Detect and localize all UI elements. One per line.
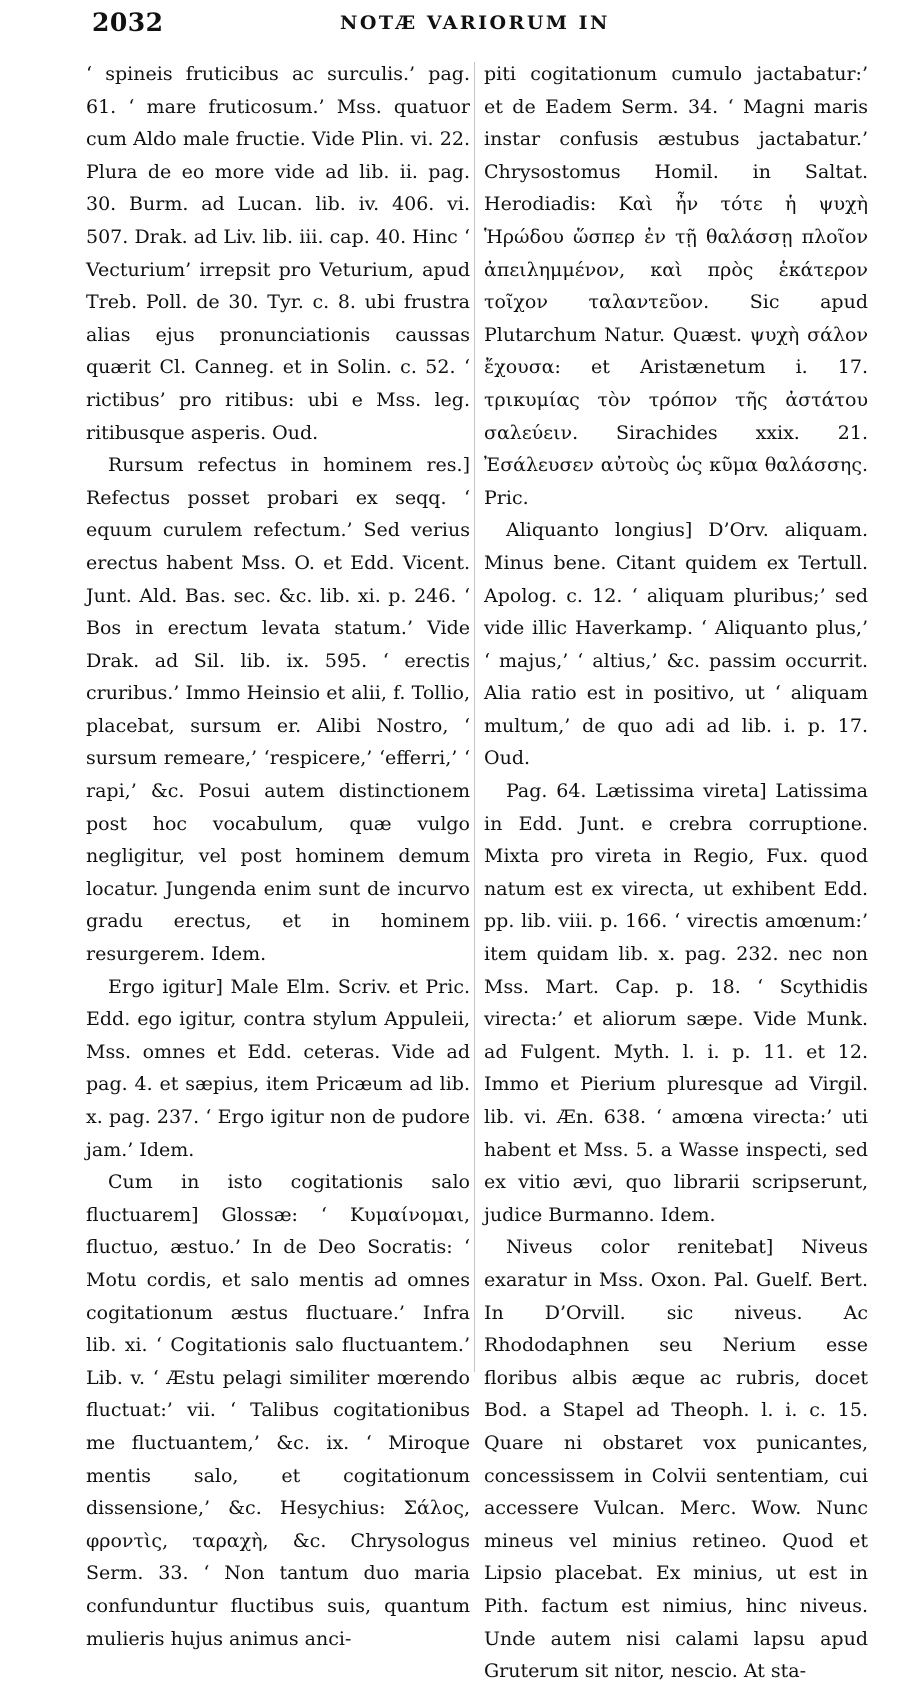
page-header xyxy=(92,8,872,42)
note-entry: Ergo igitur] Male Elm. Scriv. et Pric. Edd. ego igitur, contra stylum Appuleii, Mss. omnes et Edd. ceteras. Vide ad pag. 4. et sæpius, item Pricæum ad lib. x. pag. 237. ‘ Ergo igitur non de pudore jam.’ Idem. xyxy=(86,975,470,1161)
column-divider xyxy=(474,62,475,1372)
page-number: 2032 xyxy=(92,8,164,37)
note-entry: Cum in isto cogitationis salo fluctuarem] Glossæ: ‘ Κυμαίνομαι, fluctuo, æstuo.’ In de Deo Socratis: ‘ Motu cordis, et salo mentis ad omnes cogitationum æstus fluctuare.’ Infra lib. xi. ‘ Cogitationis salo fluctuantem.’ Lib. v. ‘ Æstu pelagi similiter mœrendo fluctuat:’ vii. ‘ Talibus cogitationibus me fluctuantem,’ &c. ix. ‘ Miroque mentis salo, et cogitationum dissensione,’ &c. Hesychius: Σάλος, φροντὶς, ταραχὴ, &c. Chrysologus Serm. 33. ‘ Non tantum duo maria confunduntur fluctibus suis, quantum mulieris hujus animus anci- xyxy=(86,1171,470,1650)
note-entry: Pag. 64. Lætissima vireta] Latissima in Edd. Junt. e crebra corruptione. Mixta pro vireta in Regio, Fux. quod natum est ex virecta, ut exhibent Edd. pp. lib. viii. p. 166. ‘ virectis amœnum:’ item quidam lib. x. pag. 232. nec non Mss. Mart. Cap. p. 18. ‘ Scythidis virecta:’ et aliorum sæpe. Vide Munk. ad Fulgent. Myth. l. i. p. 11. et 12. Immo et Pierium pluresque ad Virgil. lib. vi. Æn. 638. ‘ amœna virecta:’ uti habent et Mss. 5. a Wasse inspecti, sed ex vitio ævi, quo librarii scripserunt, judice Burmanno. Idem. xyxy=(484,780,868,1226)
note-entry: Aliquanto longius] D’Orv. aliquam. Minus bene. Citant quidem ex Tertull. Apolog. c. 12. ‘ aliquam pluribus;’ sed vide illic Haverkamp. ‘ Aliquanto plus,’ ‘ majus,’ ‘ altius,’ &c. passim occurrit. Alia ratio est in positivo, ut ‘ aliquam multum,’ de quo adi ad lib. i. p. 17. Oud. xyxy=(484,519,868,770)
note-entry: Rursum refectus in hominem res.] Refectus posset probari ex seqq. ‘ equum curulem refectum.’ Sed verius erectus habent Mss. O. et Edd. Vicent. Junt. Ald. Bas. sec. &c. lib. xi. p. 246. ‘ Bos in erectum levata statum.’ Vide Drak. ad Sil. lib. ix. 595. ‘ erectis cruribus.’ Immo Heinsio et alii, f. Tollio, placebat, sursum er. Alibi Nostro, ‘ sursum remeare,’ ‘respicere,’ ‘efferri,’ ‘ rapi,’ &c. Posui autem distinctionem post hoc vocabulum, quæ vulgo negligitur, vel post hominem demum locatur. Jungenda enim sunt de incurvo gradu erectus, et in hominem resurgerem. Idem. xyxy=(86,454,470,966)
note-entry: Niveus color renitebat] Niveus exaratur in Mss. Oxon. Pal. Guelf. Bert. In D’Orvill. sic niveus. Ac Rhododaphnen seu Nerium esse floribus albis æque ac rubris, docet Bod. a Stapel ad Theoph. l. i. c. 15. Quare ni obstaret vox punicantes, concessissem in Colvii sententiam, cui accessere Vulcan. Merc. Wow. Nunc mineus vel minius retineo. Quod et Lipsio placebat. Ex minius, ut est in Pith. factum est nimius, hinc niveus. Unde autem nisi calami lapsu apud Gruterum sit nitor, nescio. At sta- xyxy=(484,1236,868,1683)
left-column xyxy=(86,58,470,1655)
running-head: NOTÆ VARIORUM IN xyxy=(340,12,610,34)
continued-note: piti cogitationum cumulo jactabatur:’ et de Eadem Serm. 34. ‘ Magni maris instar confusis æstubus jactabatur.’ Chrysostomus Homil. in Saltat. Herodiadis: Καὶ ἦν τότε ἡ ψυχὴ Ἡρώδου ὥσπερ ἐν τῇ θαλάσσῃ πλοῖον ἀπειλημμένον, καὶ πρὸς ἑκάτερον τοῖχον ταλαντεῦον. Sic apud Plutarchum Natur. Quæst. ψυχὴ σάλον ἔχουσα: et Aristænetum i. 17. τρικυμίας τὸν τρόπον τῆς ἀστάτου σαλεύειν. Sirachides xxix. 21. Ἐσάλευσεν αὐτοὺς ὡς κῦμα θαλάσσης. Pric. xyxy=(484,63,868,509)
continued-note: ‘ spineis fruticibus ac surculis.’ pag. 61. ‘ mare fruticosum.’ Mss. quatuor cum Aldo male fructie. Vide Plin. vi. 22. Plura de eo more vide ad lib. ii. pag. 30. Burm. ad Lucan. lib. iv. 406. vi. 507. Drak. ad Liv. lib. iii. cap. 40. Hinc ‘ Vecturium’ irrepsit pro Veturium, apud Treb. Poll. de 30. Tyr. c. 8. ubi frustra alias ejus pronunciationis caussas quærit Cl. Canneg. et in Solin. c. 52. ‘ rictibus’ pro ritibus: ubi e Mss. leg. ritibusque asperis. Oud. xyxy=(86,63,470,444)
right-column xyxy=(484,58,868,1688)
